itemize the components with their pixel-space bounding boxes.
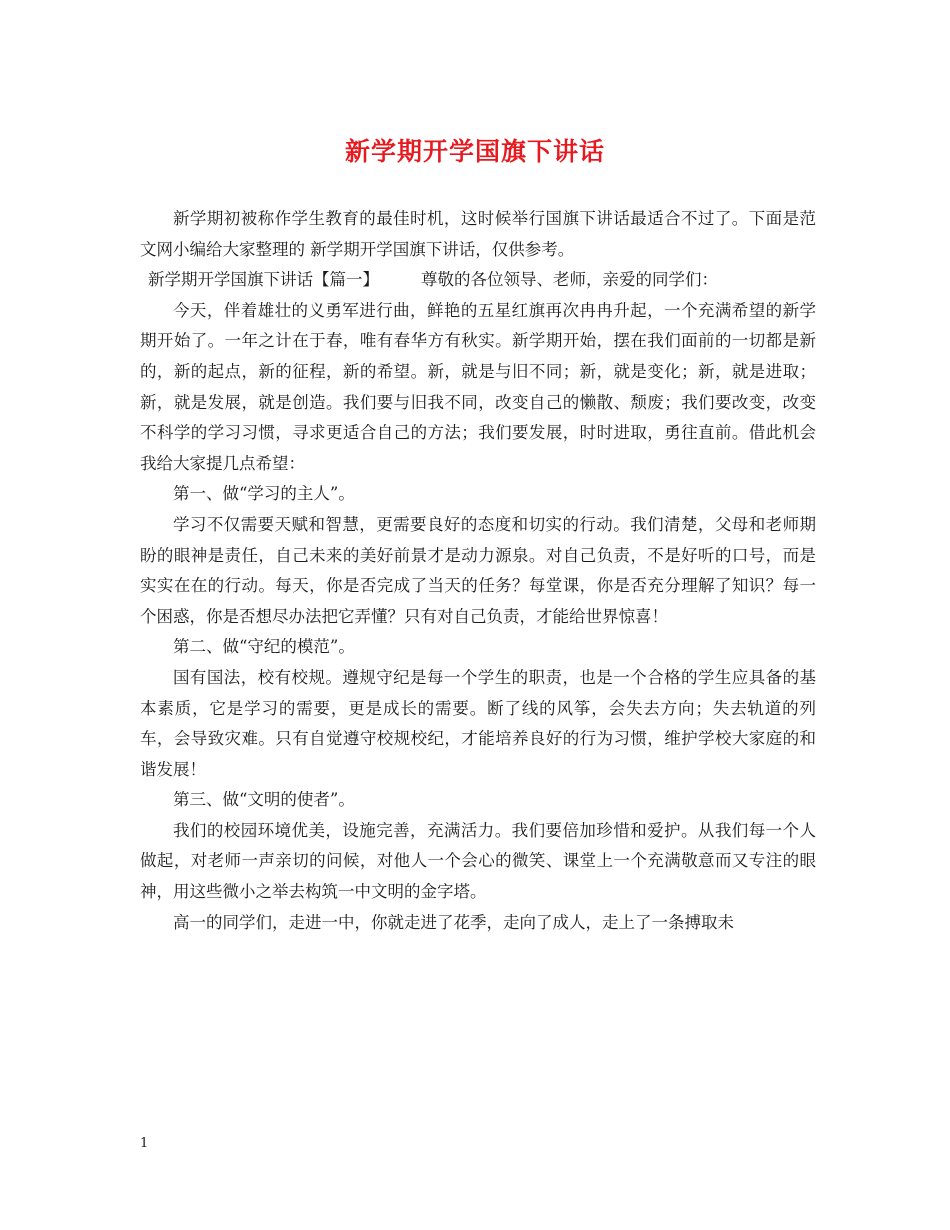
paragraph-point-3: 我们的校园环境优美，设施完善，充满活力。我们要倍加珍惜和爱护。从我们每一个人做起，对老师一声亲切的问候，对他人一个会心的微笑、课堂上一个充满敬意而又专注的眼神，用这些微小之举去构筑一中文明的金字塔。 xyxy=(140,820,816,902)
page-title: 新学期开学国旗下讲话 xyxy=(344,137,605,166)
paragraph-opening: 今天，伴着雄壮的义勇军进行曲，鲜艳的五星红旗再次冉冉升起，一个充满希望的新学期开始了。一年之计在于春，唯有春华方有秋实。新学期开始，摆在我们面前的一切都是新的，新的起点，新的征程，新的希望。新，就是与旧不同；新，就是变化；新，就是进取；新，就是发展，就是创造。我们要与旧我不同，改变自己的懒散、颓废；我们要改变，改变不科学的学习习惯，寻求更适合自己的方法；我们要发展，时时进取，勇往直前。借此机会我给大家提几点希望： xyxy=(140,300,816,473)
document-body xyxy=(140,204,816,938)
point-heading-1: 第一、做“学习的主人”。 xyxy=(173,484,355,504)
point-heading-3: 第三、做“文明的使者”。 xyxy=(173,790,355,810)
paragraph-closing-partial: 高一的同学们，走进一中，你就走进了花季，走向了成人，走上了一条搏取未 xyxy=(173,912,734,932)
point-heading-2: 第二、做“守纪的模范”。 xyxy=(173,637,355,657)
page-number: 1 xyxy=(140,1136,149,1151)
paragraph-point-2: 国有国法，校有校规。遵规守纪是每一个学生的职责，也是一个合格的学生应具备的基本素质，它是学习的需要，更是成长的需要。断了线的风筝，会失去方向；失去轨道的列车，会导致灾难。只有自觉遵守校规校纪，才能培养良好的行为习惯，维护学校大家庭的和谐发展！ xyxy=(140,667,816,779)
paragraph-intro: 新学期初被称作学生教育的最佳时机，这时候举行国旗下讲话最适合不过了。下面是范文网小编给大家整理的 新学期开学国旗下讲话，仅供参考。 xyxy=(140,209,816,259)
paragraph-point-1: 学习不仅需要天赋和智慧，更需要良好的态度和切实的行动。我们清楚，父母和老师期盼的眼神是责任，自己未来的美好前景才是动力源泉。对自己负责，不是好听的口号，而是实实在在的行动。每天，你是否完成了当天的任务？每堂课，你是否充分理解了知识？每一个困惑，你是否想尽办法把它弄懂？只有对自己负责，才能给世界惊喜！ xyxy=(140,514,816,626)
section-heading-greeting: 新学期开学国旗下讲话【篇一】 尊敬的各位领导、老师，亲爱的同学们： xyxy=(148,270,718,290)
